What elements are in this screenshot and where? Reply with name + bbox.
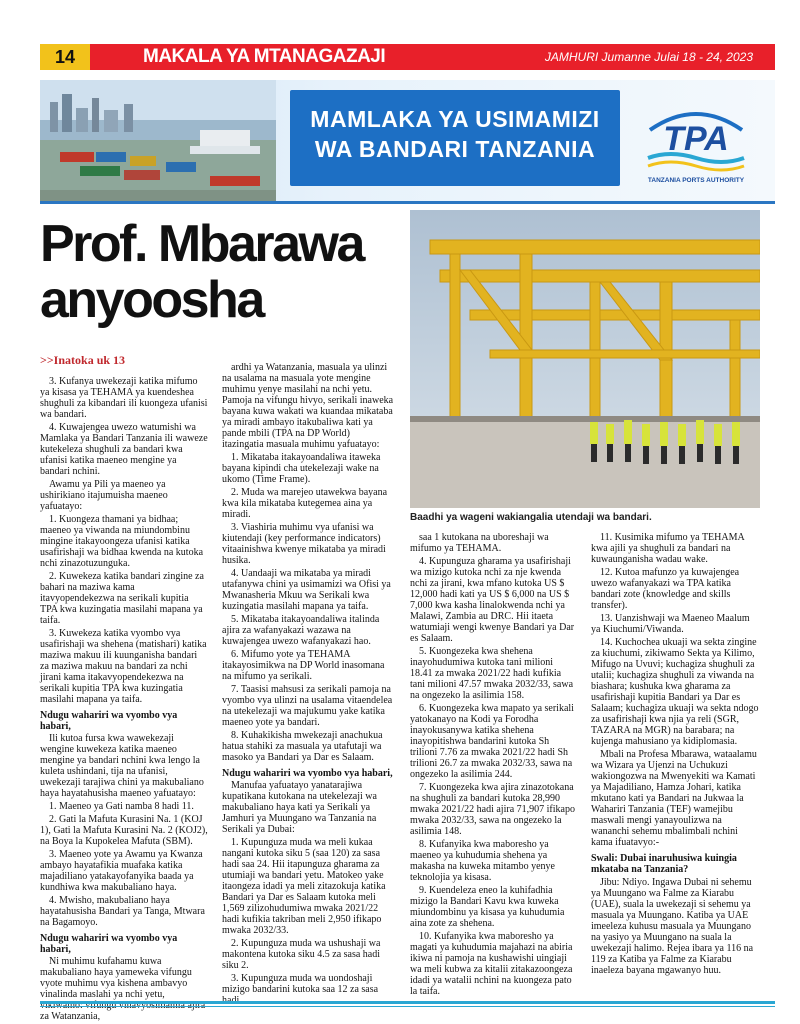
paragraph: 8. Kufanyika kwa maboresho ya maeneo ya kuhudumia shehena ya makasha na kuweka mitambo yenye teknolojia ya kisasa. — [410, 839, 555, 883]
paragraph: 4. Uandaaji wa mikataba ya miradi utafanywa chini ya usimamizi wa Ofisi ya Mwanasheria Mkuu wa Serikali kwa kuzingatia masilahi mapana ya taifa. — [222, 568, 391, 612]
article-column-1 — [40, 376, 208, 1024]
paragraph: 3. Kufanya uwekezaji katika mifumo ya kisasa ya TEHAMA ya kuendeshea shughuli za kibandari ili kuongeza ufanisi wa bandari. — [40, 376, 208, 420]
paragraph: 1. Kupunguza muda wa meli kukaa nangani kutoka siku 5 (saa 120) za sasa hadi saa 24. Hii itapunguza gharama za utumiaji wa bandari yetu. Matokeo yake itaongeza idadi ya meli zitazokuja katika Bandari ya Dar es Salaam kutoka meli 1,569 zilizohudumiwa mwaka 2021/22 hadi kufikia takriban meli 2,950 ifikapo mwaka 2032/33. — [222, 837, 386, 936]
page-number: 14 — [40, 44, 90, 70]
paragraph: 5. Mikataba itakayoandaliwa italinda ajira za wafanyakazi wazawa na kuwajengea uwezo wafanyakazi hao. — [222, 614, 380, 647]
article-column-2 — [222, 362, 394, 1008]
article-column-3 — [410, 532, 578, 999]
paragraph: 14. Kuchochea ukuaji wa sekta zingine za kiuchumi, zikiwamo Sekta ya Kilimo, Mifugo na Uvuvi; kuchagiza shughuli za utalii; kuchagiza shughuli za viwanda na biashara; kushuka kwa gharama za usafirishaji kupitia Bandari ya Dar es Salaam; kuchagiza ukuaji wa sekta ndogo za usafirishaji kwa njia ya reli (SGR, TAZARA na MGR) na barabara; na kujenga mahusiano ya kidiplomasia. — [591, 637, 759, 747]
question: Swali: Dubai inaruhusiwa kuingia mkataba na Tanzania? — [591, 853, 737, 875]
paragraph: 3. Maeneo yote ya Awamu ya Kwanza ambayo hayatafikia muafaka katika majadiliano yatakayofanyika baada ya kundhiwa kwa makubaliano haya. — [40, 849, 203, 893]
paragraph: 2. Muda wa marejeo utawekwa bayana kwa kila mikataba kutegemea aina ya miradi. — [222, 487, 388, 520]
paragraph: Ili kutoa fursa kwa wawekezaji wengine kuwekeza katika maeneo mengine ya bandari nchini kwa lengo la kuleta ushindani, tija na ufanisi, uwekezaji tarajiwa chini ya makubaliano haya hayatahusisha maeneo yafuatayo: — [40, 733, 204, 799]
paragraph: 3. Kupunguza muda wa uondoshaji mizigo bandarini kutoka saa 12 za sasa — [222, 973, 379, 995]
photo-caption: Baadhi ya wageni wakiangalia utendaji wa bandari. — [410, 512, 652, 523]
banner — [40, 80, 775, 204]
headline-line1: Prof. Mbarawa — [40, 215, 363, 273]
paragraph: 2. Kupunguza muda wa ushushaji wa makontena kutoka siku 4.5 za sasa hadi siku 2. — [222, 938, 381, 971]
header-bar — [40, 44, 775, 70]
authority-title-line2: WA BANDARI TANZANIA — [314, 136, 596, 162]
section-title: MAKALA YA MTANAGAZAJI — [143, 46, 386, 67]
headline — [40, 216, 363, 328]
paragraph: ardhi ya Watanzania, masuala ya ulinzi na usalama na masuala yote mengine muhimu yenye masilahi na nchi yetu. Pamoja na vifungu hivyo, serikali inaweka bayana kuwa wakati wa kuandaa mikataba ya miradi ambayo itakubaliwa kati ya pande mbili (TPA na DP World) itazingatia masuala muhimu yafuatayo: — [222, 362, 394, 450]
paragraph: Manufaa yafuatayo yanatarajiwa kupatikana kutokana na utekelezaji wa makubaliano haya kati ya Serikali ya Jamhuri ya Muungano wa Tanzania na Serikali ya Dubai: — [222, 780, 377, 835]
port-cranes-photo — [410, 210, 760, 508]
paragraph: Mbali na Profesa Mbarawa, wataalamu wa Wizara ya Ujenzi na Uchukuzi wakiongozwa na Mwenyekiti wa Kamati ya Majadiliano, Hamza Johari, katika mkutano kati ya Bandari na Jukwaa la Wahariri Tanzania (TEF) wamejibu maswali mengi yanayoulizwa na wananchi sehemu mbalimbali nchini kama ifuatavyo:- — [591, 749, 757, 848]
paragraph: 12. Kutoa mafunzo ya kuwajengea uwezo wafanyakazi wa TPA katika bandari zote (knowledge and skills transfer). — [591, 567, 740, 611]
continued-from: >>Inatoka uk 13 — [40, 353, 126, 367]
subheading: Ndugu wahariri wa vyombo vya habari, — [222, 768, 393, 779]
paragraph: 3. Viashiria muhimu vya ufanisi wa kiutendaji (key performance indicators) vitaainishwa kwenye mikataba ya miradi husika. — [222, 522, 386, 566]
article-column-4 — [591, 532, 761, 978]
paragraph: Awamu ya Pili ya maeneo ya ushirikiano itajumuisha maeneo yafuatayo: — [40, 479, 168, 512]
paragraph: 4. Mwisho, makubaliano haya hayatahusisha Bandari ya Tanga, Mtwara na Bagamoyo. — [40, 895, 205, 928]
paragraph: 5. Kuongezeka kwa shehena inayohudumiwa kutoka tani milioni 18.41 za mwaka 2021/22 hadi kufikia tani milioni 47.57 mwaka 2032/33, sawa na ongezeko la asilimia 158. — [410, 646, 574, 701]
paragraph: 1. Mikataba itakayoandaliwa itaweka bayana kipindi cha utekelezaji wake na ukomo (Time Frame). — [222, 452, 381, 485]
footer-rule — [40, 1001, 775, 1004]
tpa-logo — [640, 94, 752, 190]
tpa-logo-subtext: TANZANIA PORTS AUTHORITY — [647, 177, 745, 184]
authority-title — [290, 90, 620, 186]
subheading: Ndugu wahariri wa vyombo vya habari, — [40, 710, 178, 732]
paragraph: 7. Taasisi mahsusi za serikali pamoja na vyombo vya ulinzi na usalama vitaendelea na utekelezaji wa majukumu yake katika maeneo yote ya bandari. — [222, 684, 393, 728]
paragraph: 6. Mifumo yote ya TEHAMA itakayosimikwa na DP World inasomana na mifumo ya serikali. — [222, 649, 385, 682]
paragraph: 2. Kuwekeza katika bandari zingine za bahari na maziwa kama itavyopendekezwa na serikali kupitia TPA kwa kuzingatia masilahi mapana ya taifa. — [40, 571, 204, 626]
paragraph: 9. Kuendeleza eneo la kuhifadhia mizigo la Bandari Kavu kwa kuweka miundombinu ya kisasa ya kuhudumia aina zote za shehena. — [410, 885, 565, 929]
issue-date: JAMHURI Jumanne Julai 18 - 24, 2023 — [544, 50, 753, 64]
paragraph: 13. Uanzishwaji wa Maeneo Maalum ya Kiuchumi/Viwanda. — [591, 613, 750, 635]
paragraph: saa 1 kutokana na uboreshaji wa mifumo ya TEHAMA. — [410, 532, 549, 554]
footer-rule-thin — [40, 1006, 775, 1007]
paragraph: 3. Kuwekeza katika vyombo vya usafirishaji wa shehena (matishari) katika maziwa makuu ili kuunganisha bandari za maziwa makuu na bandari za nchi jirani kama itakavyopendekezwa na serikali kupitia TPA kwa kuzingatia masilahi mapana ya taifa. — [40, 628, 207, 705]
tpa-logo-text: TPA — [663, 120, 729, 158]
paragraph: 2. Gati la Mafuta Kurasini Na. 1 (KOJ 1), Gati la Mafuta Kurasini Na. 2 (KOJ2), na Boya la Kupokelea Mafuta (SBM). — [40, 814, 208, 847]
paragraph: Ni muhimu kufahamu kuwa makubaliano haya yameweka vifungu vyote muhimu vya kishena ambavyo vinalinda maslahi ya nchi yetu, za Watanzania, — [40, 956, 192, 1022]
paragraph: 7. Kuongezeka kwa ajira zinazotokana na shughuli za bandari kutoka 28,990 mwaka 2021/22 hadi ajira 71,907 ifikapo mwaka 2032/33, sawa na ongezeko la asilimia 148. — [410, 782, 575, 837]
paragraph: 4. Kuwajengea uwezo watumishi wa Mamlaka ya Bandari Tanzania ili waweze kutekeleza shughuli za bandari kwa ufanisi katika maeneo mengine ya bandari nchini. — [40, 422, 208, 477]
paragraph: 4. Kupunguza gharama ya usafirishaji wa mizigo kutoka nchi za nje kwenda nchi za jirani, kwa mfano kutoka US $ 12,000 hadi kati ya US $ 6,000 na US $ 7,000 kwa kasha linalokwenda nchi ya Malawi, Zambia au DRC. Hii itaeta watumiaji wengi kwenye Bandari ya Dar es Salaam. — [410, 556, 575, 644]
authority-title-line1: MAMLAKA YA USIMAMIZI — [310, 106, 600, 132]
paragraph: Jibu: Ndiyo. Ingawa Dubai ni sehemu ya Muungano wa Falme za Kiarabu (UAE), suala la uwekezaji si sehemu ya masuala ya Muungano. Katiba ya UAE imeeleza kuhusu masuala ya Muungano na yasiyo ya Muungano na suala la uwekezaji halimo. Rejea ibara ya 116 na 119 za Katiba ya Falme za Kiarabu inaeleza bayana mgawanyo huu. — [591, 877, 754, 976]
port-skyline-image — [40, 80, 276, 204]
paragraph: 1. Maeneo ya Gati namba 8 hadi 11. — [49, 801, 194, 812]
paragraph: 1. Kuongeza thamani ya bidhaa; maeneo ya viwanda na miundombinu mingine itakayoongeza ufanisi katika usafirishaji wa bidhaa kwenda na kutoka nchi zinazotuzunguka. — [40, 514, 204, 569]
subheading: Ndugu wahariri wa vyombo vya habari, — [40, 933, 178, 955]
paragraph: 11. Kusimika mifumo ya TEHAMA kwa ajili ya shughuli za bandari na kuwaunganisha wadau wake. — [591, 532, 745, 565]
paragraph: 10. Kufanyika kwa maboresho ya magati ya kuhudumia majahazi na abiria ikiwa ni pamoja na kushawishi uingiaji wa meli kubwa za kitalii zitakazoongeza idadi ya watalii nchini na kuongeza pato la taifa. — [410, 931, 573, 997]
paragraph: 6. Kuongezeka kwa mapato ya serikali yatokanayo na Kodi ya Forodha inayokusanywa katika shehena inayopitishwa bandarini kutoka Sh trilioni 7.76 za mwaka 2021/22 hadi Sh trilioni 26.7 za mwaka 2032/33, sawa na ongezeko la asilimia 244. — [410, 703, 574, 780]
paragraph: 8. Kuhakikisha mwekezaji anachukua hatua stahiki za masuala ya utafutaji wa masoko ya Bandari ya Dar es Salaam. — [222, 730, 383, 763]
headline-line2: anyoosha — [40, 271, 263, 329]
